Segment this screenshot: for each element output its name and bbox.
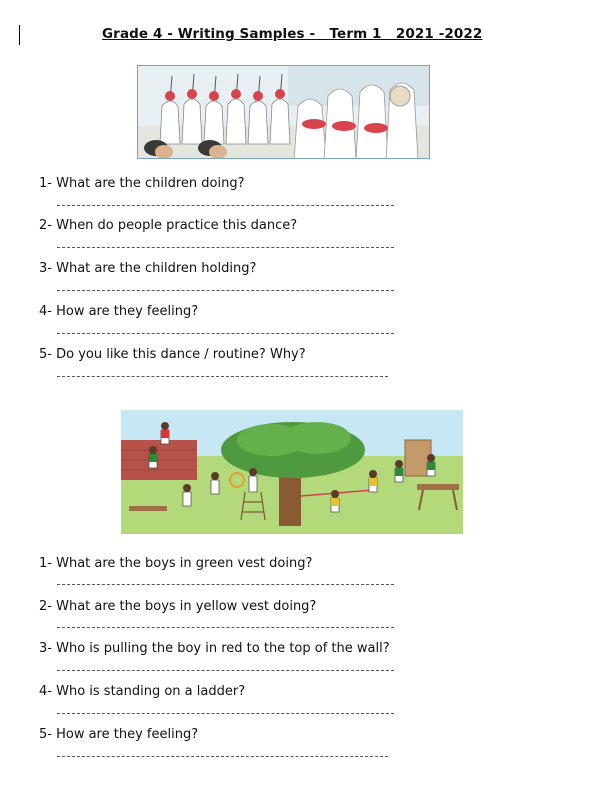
answer-line[interactable] <box>57 670 394 671</box>
answer-line[interactable] <box>57 333 394 334</box>
question-5: 5- Do you like this dance / routine? Why? <box>39 347 306 362</box>
question-2: 2- When do people practice this dance? <box>39 218 298 233</box>
question-1: 1- What are the children doing? <box>39 176 245 191</box>
answer-line[interactable] <box>57 247 394 248</box>
question-3: 3- What are the children holding? <box>39 261 257 276</box>
answer-line[interactable] <box>57 584 394 585</box>
answer-line[interactable] <box>57 205 394 206</box>
boys-park-image <box>121 410 463 534</box>
question-4: 4- Who is standing on a ladder? <box>39 684 246 699</box>
answer-line[interactable] <box>57 756 388 757</box>
children-dance-drawing <box>138 66 430 159</box>
children-dance-image <box>137 65 430 159</box>
page-title: Grade 4 - Writing Samples - Term 1 2021 -2022 <box>102 26 483 42</box>
question-1: 1- What are the boys in green vest doing? <box>39 556 313 571</box>
answer-line[interactable] <box>57 376 388 377</box>
question-2: 2- What are the boys in yellow vest doing? <box>39 599 317 614</box>
answer-line[interactable] <box>57 627 394 628</box>
question-5: 5- How are they feeling? <box>39 727 199 742</box>
text-cursor <box>19 25 20 45</box>
answer-line[interactable] <box>57 290 394 291</box>
question-4: 4- How are they feeling? <box>39 304 199 319</box>
question-3: 3- Who is pulling the boy in red to the top of the wall? <box>39 641 390 656</box>
answer-line[interactable] <box>57 713 394 714</box>
boys-park-drawing <box>121 410 463 534</box>
